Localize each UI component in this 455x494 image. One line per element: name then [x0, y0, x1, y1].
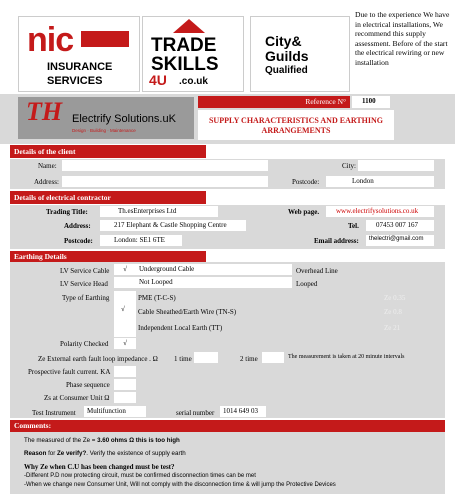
- comments-section-header: Comments:: [10, 420, 445, 432]
- lv-head-checkbox[interactable]: [114, 277, 136, 288]
- ze-time2-label: 2 time: [240, 355, 258, 363]
- contractor-address-label: Address:: [64, 222, 91, 230]
- tradeskills-line3: 4U: [149, 72, 167, 88]
- comment-line-1-value: 3.60 ohms Ω this is too high: [97, 437, 180, 444]
- web-page-label: Web page.: [288, 208, 320, 216]
- comment-line-4: -Different P.D now protecting circuit, must be confirmed disconnection times can be met: [24, 473, 256, 479]
- pfc-field[interactable]: [114, 366, 136, 377]
- cable-sheathed-label: Cable Sheathed/Earth Wire (TN-S): [138, 308, 237, 316]
- client-postcode-label: Postcode:: [292, 178, 320, 186]
- comment-for: for: [46, 450, 58, 457]
- underground-cable-option[interactable]: Underground Cable: [136, 264, 268, 275]
- client-address-label: Address:: [34, 178, 59, 186]
- cityguilds-line2: Guilds: [265, 48, 309, 64]
- company-tagline: Design · Building · Maintenance: [72, 128, 136, 133]
- client-name-field[interactable]: [62, 160, 268, 171]
- house-icon: [173, 19, 205, 33]
- not-looped-option[interactable]: Not Looped: [136, 277, 268, 288]
- client-address-field[interactable]: [62, 176, 268, 187]
- email-label: Email address:: [314, 237, 359, 245]
- trading-title-field[interactable]: Th.esEnterprises Ltd: [100, 206, 218, 217]
- lv-cable-checkbox[interactable]: √: [114, 264, 136, 275]
- header-note: Due to the experience We have in electrical installations, We recommend this supply assessment. Before of the start the electrical rewiring or new installation: [355, 10, 450, 67]
- niceic-line2: INSURANCE: [47, 61, 113, 73]
- tradeskills-logo: [142, 16, 244, 92]
- serial-number-label: serial number: [176, 409, 215, 417]
- cityguilds-logo: [250, 16, 350, 92]
- looped-label: Looped: [296, 280, 318, 288]
- lv-service-head-label: LV Service Head: [60, 280, 108, 288]
- comment-line-5: -When we change new Consumer Unit, Will not comply with the disconnection time & will jump the Protective Devices: [24, 482, 336, 488]
- ze-time2-field[interactable]: [262, 352, 284, 363]
- niceic-line3: SERVICES: [47, 75, 103, 87]
- polarity-checked-label: Polarity Checked: [60, 340, 109, 348]
- overhead-box[interactable]: [268, 264, 292, 275]
- ze-hint-1: Ze 0.35: [384, 294, 406, 302]
- document-title: SUPPLY CHARACTERISTICS AND EARTHING ARRANGEMENTS: [198, 110, 394, 140]
- independent-earth-label: Independent Local Earth (TT): [138, 324, 223, 332]
- ze-hint-2: Ze 0.8: [384, 308, 402, 316]
- tradeskills-line2: SKILLS: [151, 54, 219, 75]
- tradeskills-line4: .co.uk: [179, 76, 208, 87]
- niceic-ec-mark: [81, 31, 129, 47]
- comment-line-1: [24, 437, 180, 444]
- company-logo: [18, 97, 194, 139]
- comment-line-3: Why Ze when C.U has been changed must be test?: [24, 463, 175, 471]
- comment-verify-text: . Verify the existence of supply earth: [86, 450, 186, 457]
- phase-sequence-label: Phase sequence: [66, 381, 110, 389]
- cable-sheathed-check: √: [121, 305, 125, 313]
- contractor-postcode-field[interactable]: London: SE1 6TE: [100, 235, 182, 246]
- measurement-note: The measurement is taken at 20 minute intervals: [288, 354, 405, 360]
- overhead-line-label: Overhead Line: [296, 267, 338, 275]
- web-page-field[interactable]: www.electrifysolutions.co.uk: [326, 206, 434, 217]
- looped-box[interactable]: [268, 277, 292, 288]
- client-city-label: City:: [342, 162, 357, 170]
- tel-field[interactable]: 07453 007 167: [366, 220, 434, 231]
- zs-consumer-unit-label: Zs at Consumer Unit Ω: [44, 394, 110, 402]
- pme-checkbox[interactable]: [114, 291, 136, 337]
- comment-line-1-pre: The measured of the Ze =: [24, 437, 98, 444]
- pme-label: PME (T-C-S): [138, 294, 176, 302]
- trading-title-label: Trading Title:: [46, 208, 88, 216]
- zs-field[interactable]: [114, 392, 136, 403]
- test-instrument-label: Test Instrument: [32, 409, 76, 417]
- type-of-earthing-label: Type of Earthing: [62, 294, 110, 302]
- contractor-address-field[interactable]: 217 Elephant & Castle Shopping Centre: [100, 220, 246, 231]
- tradeskills-line1: TRADE: [151, 35, 217, 56]
- ze-time1-field[interactable]: [194, 352, 218, 363]
- reference-value: 1100: [352, 96, 390, 108]
- company-initials: TH: [26, 97, 63, 126]
- client-name-label: Name:: [38, 162, 57, 170]
- comment-reason: Reason: [24, 450, 47, 457]
- cityguilds-line3: Qualified: [265, 65, 308, 76]
- client-section-header: Details of the client: [10, 145, 206, 158]
- niceic-logo: [18, 16, 140, 92]
- comment-line-2: [24, 450, 186, 457]
- company-name: Electrify Solutions.uK: [72, 113, 176, 125]
- niceic-mark: nic: [27, 21, 74, 59]
- ze-impedance-label: Ze External earth fault loop impedance . Ω: [38, 355, 158, 363]
- comment-ze-verify: Ze verify?: [57, 450, 87, 457]
- client-postcode-field[interactable]: London: [326, 176, 434, 187]
- email-field[interactable]: thelectri@gmail.com: [366, 235, 434, 246]
- client-city-field[interactable]: [358, 160, 434, 171]
- polarity-checkbox[interactable]: √: [114, 338, 136, 349]
- cityguilds-line1: City&: [265, 33, 302, 49]
- serial-number-field[interactable]: 1014 649 03: [220, 406, 266, 417]
- phase-sequence-field[interactable]: [114, 379, 136, 390]
- earthing-section-header: Earthing Details: [10, 251, 206, 262]
- ze-time1-label: 1 time: [174, 355, 192, 363]
- ze-hint-3: Ze 21: [384, 324, 401, 332]
- tel-label: Tel.: [348, 222, 359, 230]
- lv-service-cable-label: LV Service Cable: [60, 267, 110, 275]
- contractor-section-header: Details of electrical contractor: [10, 191, 206, 204]
- prospective-fault-current-label: Prospective fault current. KA: [28, 368, 111, 376]
- reference-label: Reference N°: [198, 96, 350, 108]
- contractor-postcode-label: Postcode:: [64, 237, 93, 245]
- test-instrument-field[interactable]: Multifunction: [84, 406, 146, 417]
